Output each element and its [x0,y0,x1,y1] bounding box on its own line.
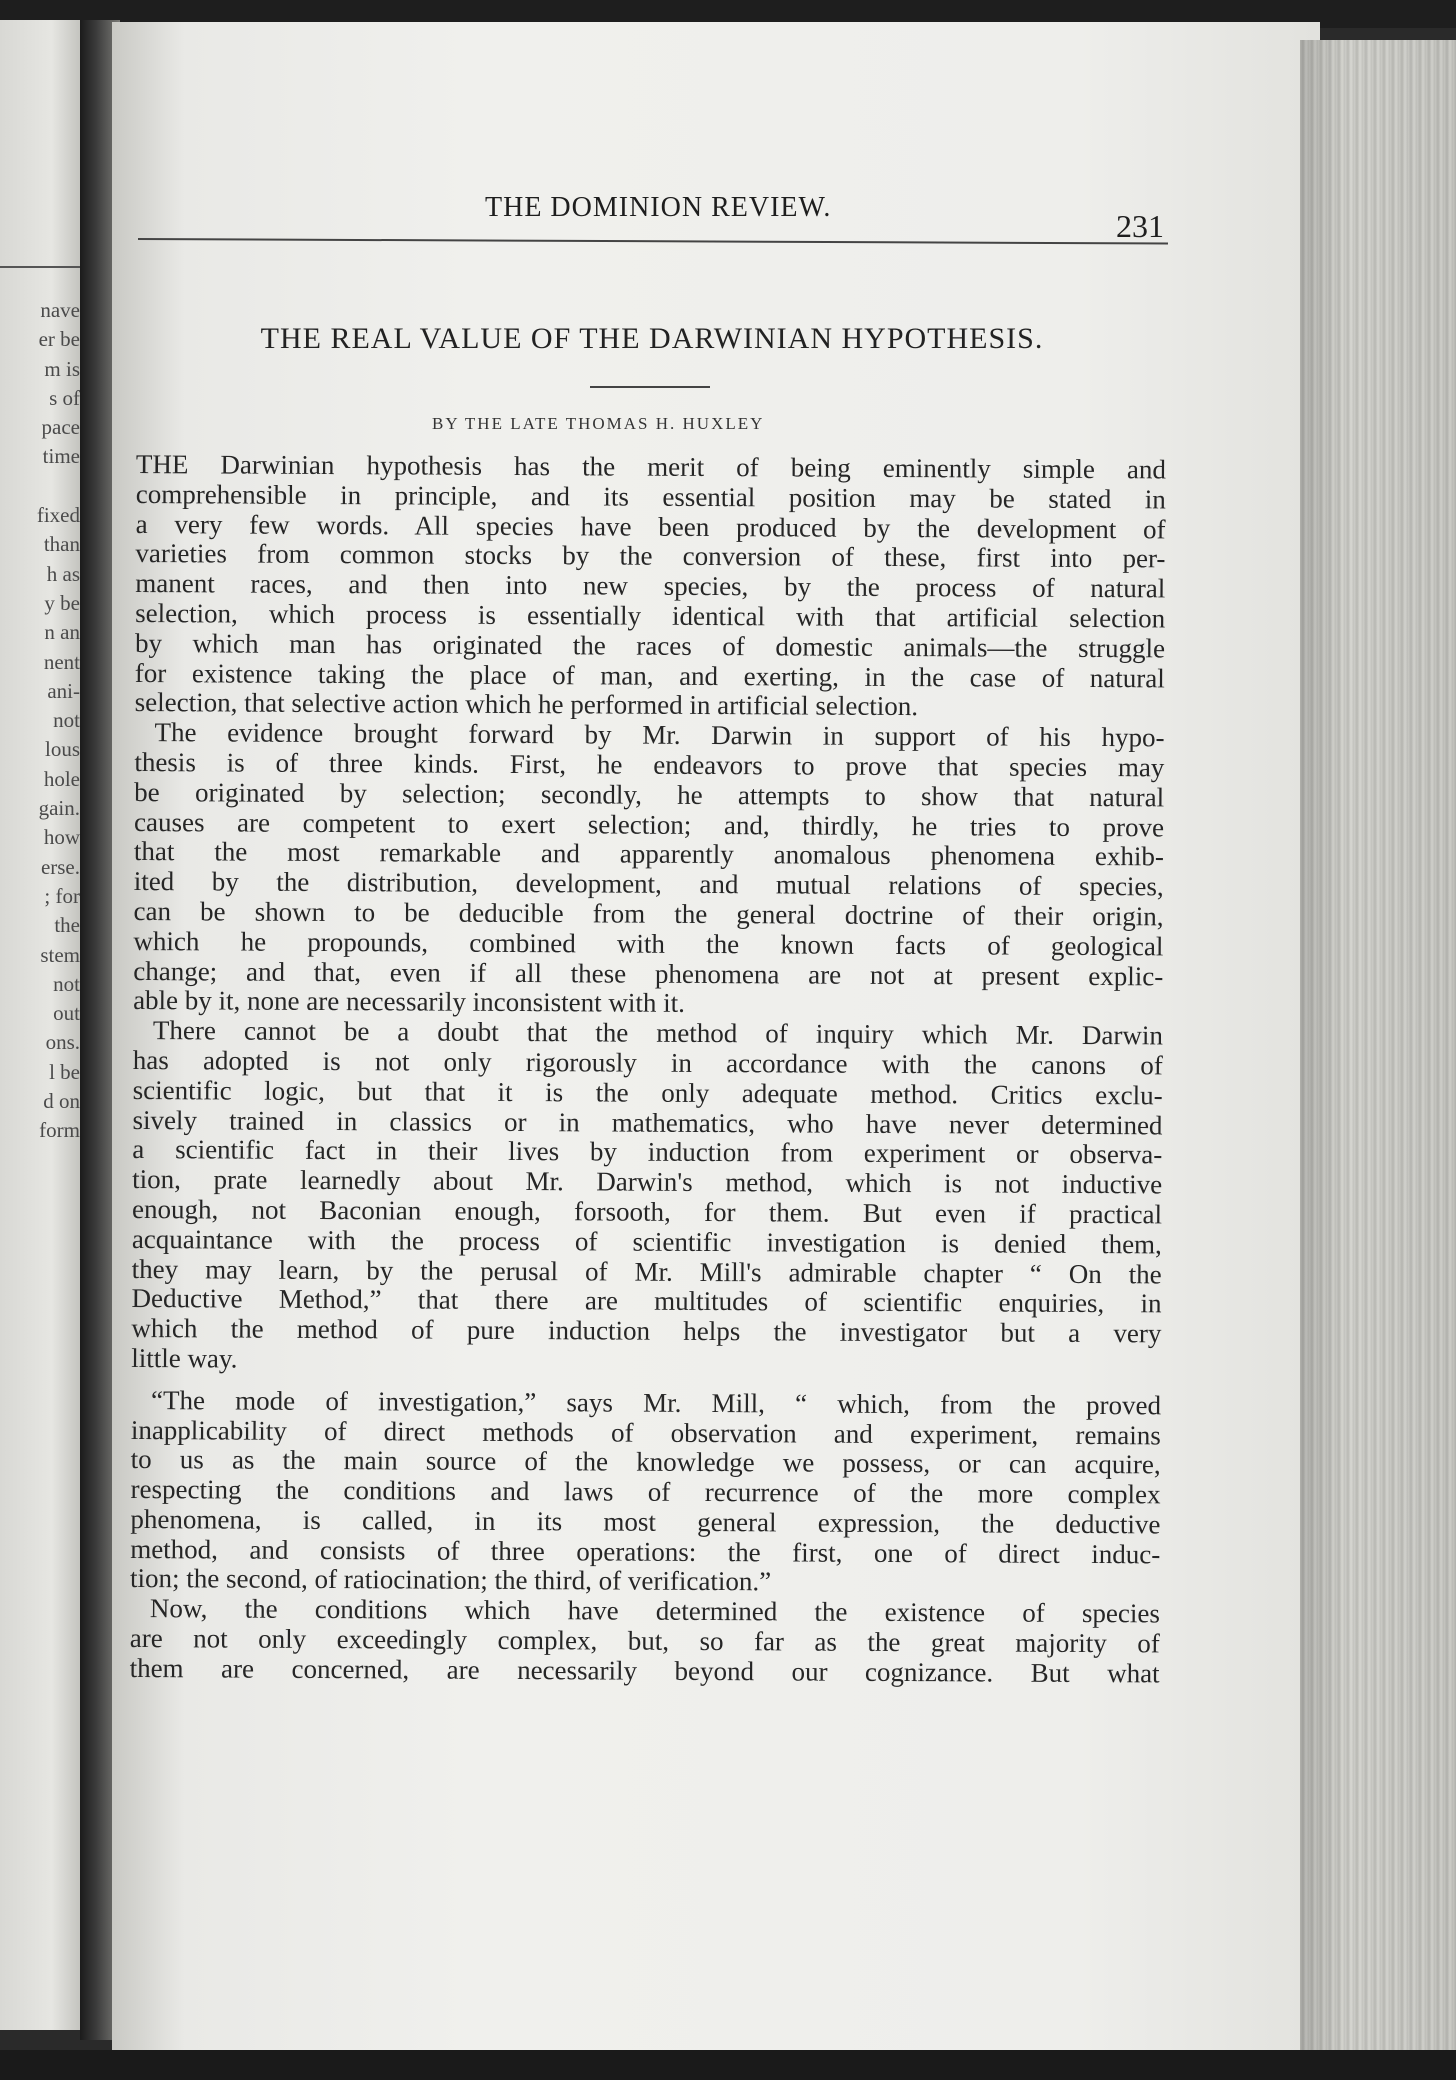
previous-page-line: nave [40,298,80,322]
previous-page-line: out [53,1001,80,1026]
text-line: are not only exceedingly complex, but, so far as the great majority of [129,1623,1160,1659]
article-byline: BY THE LATE THOMAS H. HUXLEY [432,414,765,433]
previous-page-line: erse. [40,854,80,879]
article-paragraph [133,718,1165,1021]
text-line: change; and that, even if all these phenomena are not at present explic- [133,955,1164,991]
previous-page-line: ; for [44,883,80,908]
text-line: The evidence brought forward by Mr. Darwin in support of his hypo- [154,717,1165,753]
previous-page-header-rule [0,266,86,268]
article-body [130,450,1166,1689]
article-paragraph [130,1386,1161,1600]
article-paragraph [131,1016,1163,1379]
text-line: selection, which process is essentially identical with that artificial selection [135,597,1166,634]
scan-bottom-border [0,2050,1456,2080]
text-line: Deductive Method,” that there are multitudes of scientific enquiries, in [131,1283,1162,1319]
previous-page-line: pace [41,415,80,440]
previous-page-line: not [53,708,80,733]
text-line: can be shown to be deducible from the general doctrine of their origin, [133,895,1164,932]
previous-page-line: y be [44,590,80,615]
article-title: THE REAL VALUE OF THE DARWINIAN HYPOTHESIS. [260,322,1044,355]
text-line: acquaintance with the process of scientific investigation is denied them, [131,1223,1162,1260]
article-paragraph [130,1594,1160,1689]
previous-page-line: s of [49,385,80,410]
text-line: THE Darwinian hypothesis has the merit of being eminently simple and [135,449,1166,485]
text-line: them are concerned, are necessarily beyond our cognizance. But what [129,1652,1160,1689]
previous-page-line: d on [43,1089,80,1114]
text-line: “The mode of investigation,” says Mr. Mill, “ which, from the proved [150,1384,1162,1421]
previous-page-line: form [39,1118,80,1143]
previous-page-line: how [43,825,80,850]
previous-page-line: the [54,913,80,938]
title-rule [590,386,710,388]
text-line: a very few words. All species have been produced by the development of [135,508,1166,544]
text-line: method, and consists of three operations: the first, one of direct induc- [130,1533,1161,1570]
previous-page-line: h as [46,561,80,586]
previous-page-line: ons. [45,1030,80,1055]
previous-page-line: m is [44,356,80,381]
text-line: manent races, and then into new species, by the process of natural [135,568,1166,604]
text-line: sively trained in classics or in mathematics, who have never determined [132,1104,1163,1140]
text-line: ited by the distribution, development, and mutual relations of species, [133,866,1164,902]
text-line: Now, the conditions which have determined the existence of species [149,1593,1160,1629]
text-line: by which man has originated the races of domestic animals—the struggle [134,627,1166,664]
previous-page-line: ani- [47,678,80,703]
page-stack-shadow [1300,40,1456,2050]
text-line: to us as the main source of the knowledge we possess, or can acquire, [130,1444,1161,1480]
text-line: inapplicability of direct methods of observation and experiment, remains [130,1414,1161,1450]
text-line: causes are competent to exert selection; and, thirdly, he tries to prove [133,806,1165,842]
text-line: be originated by selection; secondly, he attempts to show that natural [134,776,1165,813]
text-line: thesis is of three kinds. First, he endeavors to prove that species may [134,746,1165,783]
previous-page-line [37,472,80,501]
text-line: selection, that selective action which he performed in artificial selection. [134,687,919,722]
text-line: which he propounds, combined with the known facts of geological [133,925,1164,962]
text-line: scientific logic, but that it is the only adequate method. Critics exclu- [132,1074,1163,1111]
text-line: that the most remarkable and apparently anomalous phenomena exhib- [133,836,1164,872]
previous-page-line: er be [38,327,80,352]
previous-page-line: l be [49,1059,80,1084]
article-paragraph [135,450,1166,724]
text-line: has adopted is not only rigorously in accordance with the canons of [132,1044,1163,1081]
running-head: THE DOMINION REVIEW. [485,192,832,223]
previous-page-text [37,296,80,1146]
text-line: comprehensible in principle, and its essential position may be stated in [135,478,1166,515]
text-line: varieties from common stocks by the conversion of these, first into per- [135,538,1166,574]
text-line: they may learn, by the perusal of Mr. Mill's admirable chapter “ On the [131,1253,1162,1289]
text-line: enough, not Baconian enough, forsooth, for them. But even if practical [131,1193,1163,1230]
previous-page-line: stem [40,942,80,967]
previous-page-line: than [43,532,80,557]
text-line: little way. [131,1342,238,1374]
text-line: tion, prate learnedly about Mr. Darwin's method, which is not inductive [132,1164,1163,1200]
previous-page-line: nent [43,649,80,674]
previous-page-line: lous [44,737,80,762]
text-line: which the method of pure induction helps the investigator but a very [131,1313,1162,1349]
previous-page-line: gain. [38,796,80,821]
previous-page-line: not [53,971,80,996]
previous-page-line: hole [43,766,80,791]
text-line: a scientific fact in their lives by induction from experiment or observa- [132,1134,1163,1170]
text-line: tion; the second, of ratiocination; the third, of verification.” [130,1563,772,1597]
previous-page-edge [0,20,86,2030]
previous-page-line: n an [44,620,80,645]
text-line: There cannot be a doubt that the method of inquiry which Mr. Darwin [152,1015,1164,1051]
text-line: respecting the conditions and laws of recurrence of the more complex [130,1474,1161,1510]
text-line: for existence taking the place of man, and exerting, in the case of natural [134,657,1165,693]
page-number: 231 [1116,208,1164,244]
previous-page-line: time [42,444,80,469]
previous-page-line: fixed [36,503,80,528]
text-line: able by it, none are necessarily inconsistent with it. [133,985,686,1019]
text-line: phenomena, is called, in its most general expression, the deductive [130,1503,1161,1540]
